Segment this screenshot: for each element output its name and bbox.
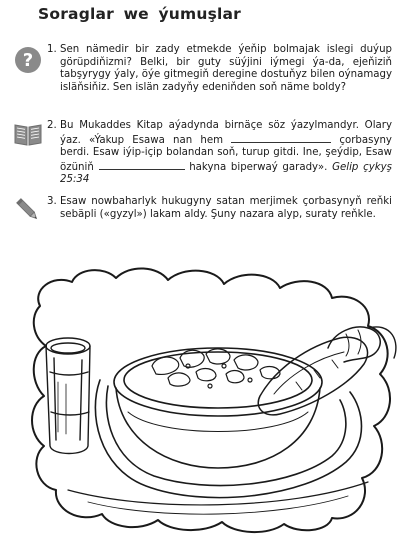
question-3-number: 3. [47, 196, 57, 207]
question-2-text [60, 120, 392, 187]
question-1-number: 1. [47, 44, 57, 55]
open-book-icon [14, 120, 42, 148]
question-mark-icon [14, 46, 42, 74]
svg-text:?: ? [22, 50, 34, 71]
answer-blank-2[interactable] [99, 160, 185, 170]
soup-bowl-illustration[interactable] [28, 262, 406, 536]
question-2-intro: Bu Mukaddes Kitap aýadynda birnäçe söz ýazylmandyr. Olary ýaz. «Ýakup Esawa nan hem [60, 120, 392, 146]
question-1-text: Sen nämedir bir zady etmekde ýeňip bolmajak islegi duýup görüpdiňizmi? Belki, bir guty süýjini iýmegi ýa-da, ejeňiziň tabşyrygy ýaly, öýe gitmegiň deregine dostuňyz bilen oýnamagy isläňsiňiz. Sen islän zadyňy edeniňden soň näme boldy? [60, 44, 392, 93]
question-2-ending: hakyna biperwaý garady». [189, 161, 328, 173]
question-2-continuation: çorbasyny berdi. Esaw iýip-içip bolandan soň, turup gitdi. Ine, şeýdip, Esaw özüniň [60, 134, 392, 173]
scripture-reference: Gelip çykyş 25:34 [60, 161, 392, 186]
cup [46, 338, 90, 454]
pencil-icon [14, 196, 42, 224]
cloud-frame [32, 268, 390, 532]
question-2-number: 2. [47, 120, 57, 131]
bread [258, 337, 367, 415]
bowl [114, 348, 322, 468]
answer-blank-1[interactable] [231, 133, 331, 143]
page-title: Soraglar we ýumuşlar [38, 5, 242, 23]
question-3-text: Esaw nowbaharlyk hukugyny satan merjimek çorbasynyň reňki sebäpli («gyzyl») lakam aldy. Şuny nazara alyp, suraty reňkle. [60, 196, 392, 220]
